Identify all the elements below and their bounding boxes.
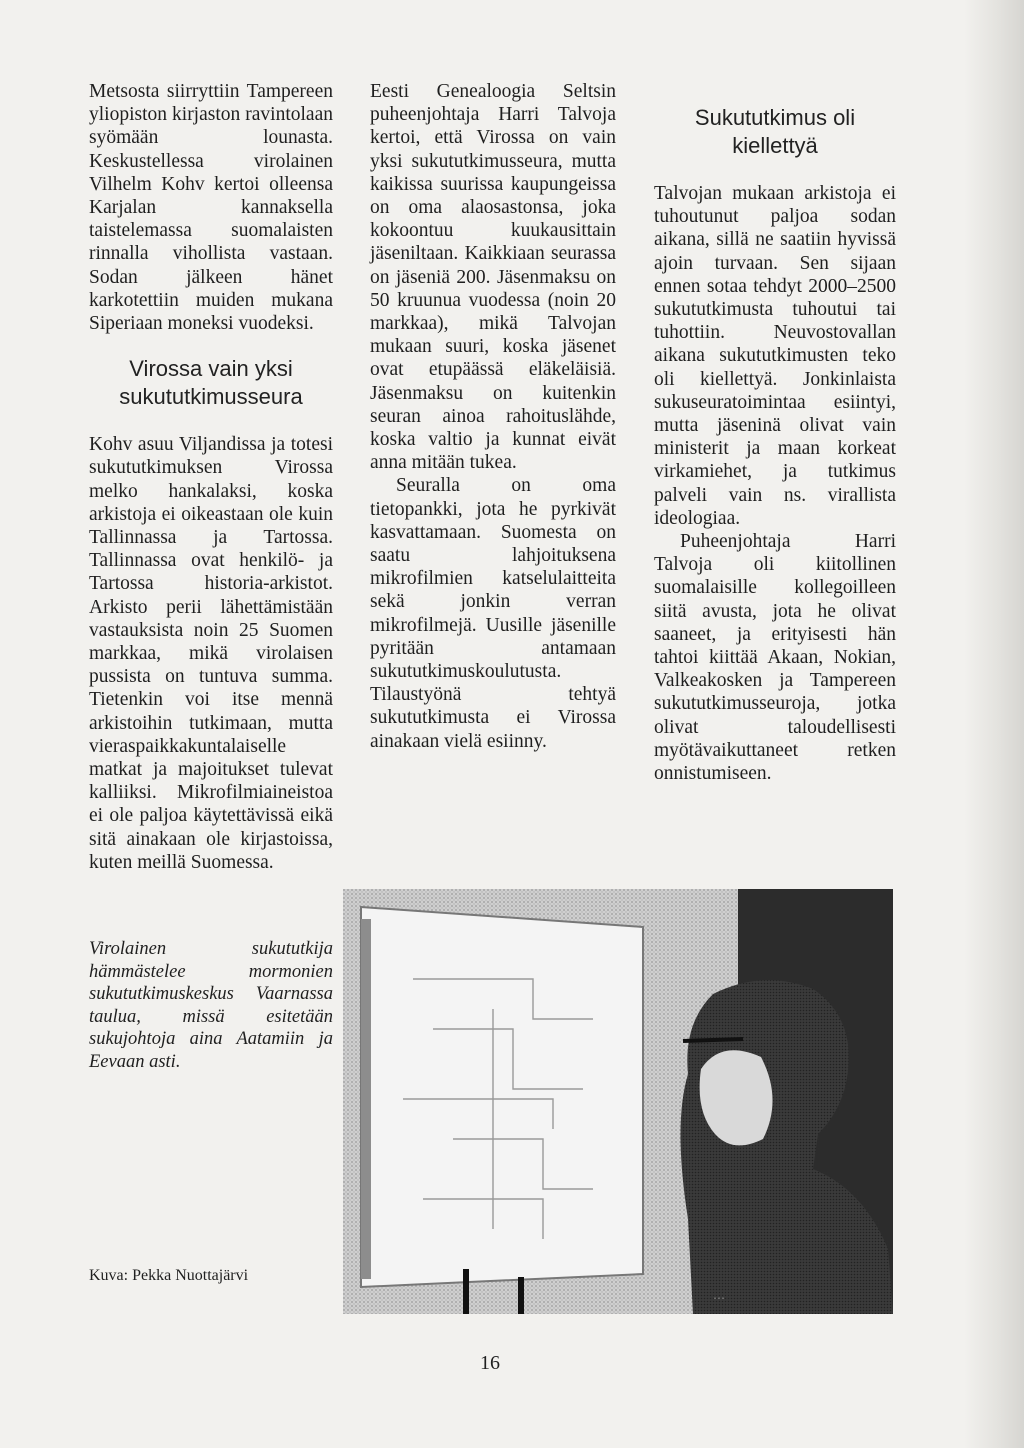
paragraph: Puheenjohtaja Harri Talvoja oli kiitollinen suomalaisille kollegoilleen siitä avusta, jota he olivat saaneet, ja erityisesti hän tahtoi kiittää Akaan, Nokian, Valkeakosken ja Tampereen sukututkimusseuroja, jotka olivat taloudellisesti myötävaikuttaneet retken onnistumiseen. (654, 531, 896, 785)
svg-text:…: … (713, 1288, 725, 1302)
section-heading: Virossa vain yksi sukututkimusseura (119, 356, 303, 410)
photo-credit: Kuva: Pekka Nuottajärvi (89, 1267, 249, 1284)
page-edge-shadow (964, 0, 1024, 1448)
section-heading: Sukututkimus oli kiellettyä (694, 105, 856, 158)
paragraph: Eesti Genealoogia Seltsin puheenjohtaja Harri Talvoja kertoi, että Virossa on vain yksi sukututkimusseura, mutta kaikissa suurissa kaupungeissa on oma alaosastonsa, joka kokoontuu kuukausittain jäseniltaan. Kaikkiaan seurassa on jäseniä 200. Jäsenmaksu on 50 kruunua vuodessa (noin 20 markkaa), mikä Talvojan mukaan suuri, koska jäsenet ovat etupäässä eläkeläisiä. Jäsenmaksu on kuitenkin seuran ainoa rahoituslähde, koska valtio ja kunnat eivät anna mitään tukea. (370, 81, 616, 474)
photo-board-edge (361, 919, 371, 1279)
photo (343, 889, 893, 1314)
paragraph: Seuralla on oma tietopankki, jota he pyrkivät kasvattamaan. Suomesta on saatu lahjoituksena mikrofilmien katselulaitteita sekä jonkin verran mikrofilmejä. Uusille jäsenille pyritään antamaan sukututkimuskoulutusta. Tilaustyönä tehtyä sukututkimusta ei Virossa ainakaan vielä esiinny. (370, 475, 616, 752)
photo-glasses (683, 1039, 743, 1041)
column-1 (89, 80, 333, 874)
paragraph: Kohv asuu Viljandissa ja totesi sukututkimuksen Virossa melko hankalaksi, koska arkistoja ei oikeastaan ole kuin Tallinnassa ja Tartossa. Tallinnassa ovat henkilö- ja Tartossa historia-arkistot. Arkisto perii lähettämistään vastauksista noin 25 Suomen markkaa, mikä virolaisen pussista on tuntuva summa. Tietenkin voi itse mennä arkistoihin tutkimaan, mutta vieraspaikkakuntalaiselle matkat ja majoitukset tulevat kalliiksi. Mikrofilmiaineistoa ei ole paljoa käytettävissä eikä sitä ainakaan ole kirjastoissa, kuten meillä Suomessa. (89, 434, 333, 873)
photo-caption: Virolainen sukututkija hämmästelee mormonien sukututkimuskeskus Vaarnassa taulua, missä esitetään sukujohtoja aina Aatamiin ja Eevaan asti. (89, 939, 333, 1072)
page-number: 16 (480, 1352, 500, 1374)
paragraph: Talvojan mukaan arkistoja ei tuhoutunut paljoa sodan aikana, sillä ne saatiin hyvissä ajoin turvaan. Sen sijaan ennen sotaa tehdyt 2000–2500 sukututkimusta tuhoutui tai tuhottiin. Neuvostovallan aikana sukututkimusten teko oli kiellettyä. Jonkinlaista sukuseuratoimintaa esiintyi, mutta jäseninä olivat vain ministerit ja maan korkeat virkamiehet, ja tutkimus palveli vain ns. virallista ideologiaa. (654, 183, 896, 529)
column-3 (654, 104, 896, 785)
photo-stand-leg (463, 1269, 469, 1314)
photo-stand-leg (518, 1277, 524, 1314)
column-2 (370, 80, 616, 753)
paragraph: Metsosta siirryttiin Tampereen yliopiston kirjaston ravintolaan syömään lounasta. Keskustellessa virolainen Vilhelm Kohv kertoi olleensa Karjalan kannaksella taistelemassa suomalaisten rinnalla vihollista vastaan. Sodan jälkeen hänet karkotettiin muiden mukana Siperiaan moneksi vuodeksi. (89, 81, 333, 335)
photo-chart-board (361, 907, 643, 1287)
